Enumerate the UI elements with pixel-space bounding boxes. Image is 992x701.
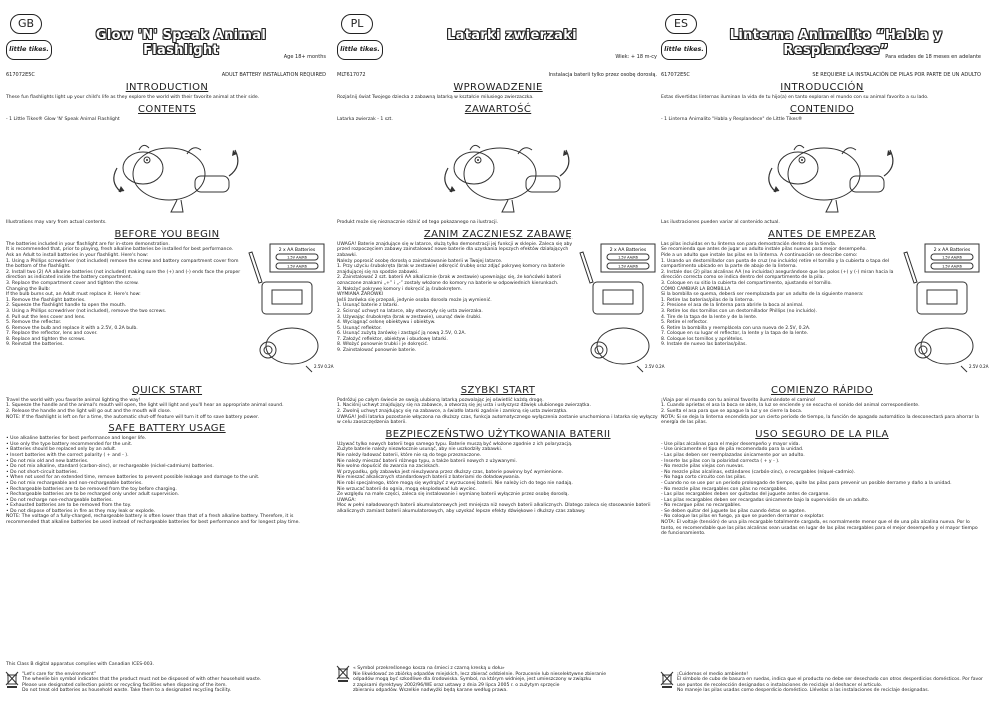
- text-line: - No coloque las pilas en fuego, ya que se pueden derramar o explotar.: [661, 514, 825, 520]
- text-line: • Use alkaline batteries for best performance and longer life.: [6, 436, 147, 442]
- age-range: Age 18+ months: [283, 54, 326, 60]
- text-line: Ask an Adult to install batteries in your flashlight. Here's how:: [6, 252, 148, 258]
- text-line: UWAGA! Jeśli latarka pozostanie włączona na dłuższy czas, funkcja automatycznego wyłączenia zostanie uruchomiona i latarka się wyłączy w celu zaoszczędzenia baterii.: [337, 414, 658, 426]
- text-line: • Do not mix alkaline, standard (carbon-zinc), or rechargeable (nickel-cadmium) batteries.: [6, 464, 214, 470]
- product-code: 617072E5C: [6, 72, 35, 78]
- section-title-introduction: INTRODUCCIÓN: [780, 82, 864, 93]
- text-line: If the bulb burns out, an Adult must replace it. Here's how:: [6, 292, 141, 298]
- text-line: 1. Squeeze the handle and the animal's mouth will open, the light will light and you'll hear an appropriate animal sound.: [6, 403, 284, 409]
- brand-logo: little tikes.: [337, 40, 383, 60]
- text-line: UWAGA:: [337, 497, 356, 503]
- section-title-before: BEFORE YOU BEGIN: [114, 228, 220, 240]
- text-line: 1. Cuando aprietas el asa la boca se abre, la luz se enciende y se escucha el sonido del animal correspondiente.: [661, 403, 920, 409]
- text-line: 7. Replace the reflector, lens and cover.: [6, 331, 98, 337]
- text-line: 4. Tire de la tapa de la lente y de la lente.: [661, 314, 758, 320]
- text-line: Moc w pełni naładowanych baterii akumulatorowych jest mniejsza niż nowych baterii alkalicznych. Dlatego zaleca się stosowanie baterii alkalicznych zamiast baterii akumulatorowych, aby uzyskać lepsze efekty dźwiękowe i dłuższy czas zabawy.: [337, 503, 651, 514]
- footer: [6, 662, 328, 694]
- text-line: 1. Using a Phillips screwdriver (not included) remove the screw and battery compartment cover from the bottom of the flashlight.: [6, 258, 239, 270]
- text-line: 5. Retire el reflector.: [661, 320, 708, 326]
- text-line: Nie mieszać alkalicznych standardowych baterii z bateriami do doładowywania.: [337, 475, 521, 481]
- before-section: [6, 241, 334, 382]
- text-line: 2. Zwolnij uchwyt znajdujący się na zabawce, a światło latarki zgaśnie i zamkną się usta zwierzątka.: [337, 408, 568, 414]
- text-line: - No recargue pilas no recargables.: [661, 503, 742, 509]
- text-line: Nie likwidować ze zbiórką odpadów miejskich, lecz zbierać oddzielnie. Porzucenie lub nieselektywne zbieranie: [353, 671, 607, 677]
- section-title-contents: CONTENTS: [138, 103, 196, 115]
- text-line: 9. Instale de nuevo las baterías/pilas.: [661, 342, 747, 348]
- before-section: [661, 241, 989, 382]
- section-title-contents: ZAWARTOŚĆ: [464, 103, 532, 115]
- text-line: - Las pilas deben ser reemplazadas únicamente por un adulto.: [661, 452, 805, 458]
- text-line: 4. Wyciągnąć osłonę obiektywu i obiektyw.: [337, 320, 436, 326]
- text-line: 3. Retire los dos tornillos con un destornillador Phillips (no incluido).: [661, 308, 818, 314]
- text-line: Zużyte baterie należy niezwłocznie usunąć, aby nie uszkodziły zabawki.: [337, 447, 503, 453]
- recycling-notice: [337, 666, 659, 694]
- text-line: NOTA: El voltaje (tensión) de una pila recargable totalmente cargada, es normalmente menor que el de una pila alcalina nueva. Por lo tanto, es recomendable que las pilas alcalinas sean usadas en lugar de las pilas recargables para el mejor desempeño y el mayor tiempo de funcionamiento.: [661, 520, 978, 537]
- quick-start-steps: [337, 398, 659, 426]
- text-line: NOTA: Si se deja la linterna encendida por un cierto periodo de tiempo, la función de apagado automático la desconectará para ahorrar la energía de las pilas.: [661, 414, 979, 426]
- contents-text: - 1 Little Tikes® Glow 'N' Speak Animal Flashlight: [6, 116, 120, 122]
- text-line: • Do not mix old and new batteries.: [6, 458, 89, 464]
- text-line: • Rechargeable batteries are to be recharged only under adult supervision.: [6, 492, 180, 498]
- text-line: Ze względu na małe części, zaleca się instalowanie i wymianę baterii wyłącznie przez osobę dorosłą.: [337, 492, 569, 498]
- text-line: NOTE: The voltage of a fully-charged, rechargeable battery is often lower than that of a fresh alkaline battery. Therefore, it is recommended that alkaline batteries be used instead of rechargeable batteries for best performance and for longest play time.: [6, 514, 300, 526]
- text-line: • Use only the type battery recommended for the unit.: [6, 441, 133, 447]
- bulb-label: 2.5V 0.2A: [314, 363, 334, 369]
- compliance-text: This Class B digital apparatus complies with Canadian ICES-003.: [6, 662, 155, 668]
- brand-logo: little tikes.: [661, 40, 707, 60]
- text-line: W przypadku, gdy zabawka jest nieużywana przez dłuższy czas, baterie powinny być wymienione.: [337, 469, 564, 475]
- text-line: Nie wrzucać baterii do ognia, mogą eksplodować lub wyciec.: [337, 486, 477, 492]
- text-line: 3. Nałożyć pokrywę komory i dokręcić ją śrubokrętem.: [337, 286, 463, 292]
- column-header: [6, 14, 328, 78]
- text-line: 2. Instale dos (2) pilas alcalinas AA (no incluidas) asegurándose que los polos (+) y (-) miran hacia la dirección correcta como se indica dentro del compartimento de la pila.: [661, 269, 894, 281]
- manual-column: [661, 14, 989, 694]
- hippo-flashlight-illustration: [408, 124, 588, 218]
- text-line: CÓMO CAMBIAR LA BOMBILLA: [661, 286, 731, 292]
- text-line: The batteries included in your flashlight are for in-store demonstration.: [6, 241, 170, 247]
- quick-start-steps: [661, 398, 983, 426]
- before-steps: [661, 242, 899, 382]
- text-line: • Do not dispose of batteries in fire as they may leak or explode.: [6, 508, 156, 514]
- introduction-text: Rozjaśnij świat Twojego dziecka z zabawną latarką w kształcie milusiego zwierzaczka.: [337, 95, 534, 100]
- before-steps: [6, 242, 244, 382]
- text-line: - Cuando no se use por un periodo prolongado de tiempo, quite las pilas para prevenir un posible derrame y daño a la unidad.: [661, 480, 952, 486]
- text-line: • Do not mix rechargeable and non-rechargeable batteries.: [6, 480, 143, 486]
- text-line: UWAGA! Baterie znajdujące się w latarce, służą tylko demonstracji jej funkcji w sklepie. Zaleca się aby przed rozpoczęciem zabawy zainstalować nowe baterie dla uzyskania lepszych efektów działających zabawki.: [337, 241, 573, 258]
- text-line: 3. Using a Phillips screwdriver (not included), remove the two screws.: [6, 308, 167, 314]
- text-line: - Las pilas recargables deben ser recargadas únicamente bajo la supervisión de un adulto.: [661, 497, 870, 503]
- recycling-text: [22, 672, 261, 694]
- battery-safety-list: [6, 436, 328, 526]
- text-line: Se recomienda que antes de jugar un adulto instale pilas nuevas para mejor desempeño.: [661, 247, 867, 253]
- text-line: - No haga corto circuito con las pilas.: [661, 475, 747, 481]
- text-line: 8. Coloque los tornillos y apriételos.: [661, 336, 744, 342]
- language-badge: PL: [341, 14, 373, 34]
- battery-bulb-diagram: [248, 242, 334, 382]
- text-line: Jeśli żarówka się przepali, jedynie osoba dorosła może ją wymienić.: [337, 297, 492, 303]
- text-line: 9. Zainstalować ponownie baterie.: [337, 348, 417, 354]
- text-line: Nie robi specjalnego, które mogą się wydrążyć z wyrzuconej baterii. Nie należy ich do tego nie nadają.: [337, 480, 573, 486]
- cell-label-1: 1.5V AA/R6: [942, 255, 962, 260]
- before-steps: [337, 242, 575, 382]
- text-line: Las pilas incluidas en tu linterna son para demostración dentro de la tienda.: [661, 241, 837, 247]
- text-line: zbieraniu odpadów. Wszelkie nadwyżki będą karane według prawa.: [353, 688, 508, 694]
- text-line: 2. Squeeze the flashlight handle to open the mouth.: [6, 303, 127, 309]
- text-line: Do not treat old batteries as household waste. Take them to a designated recycling facility.: [22, 688, 232, 694]
- text-line: 6. Usunąć zużytą żarówkę i zastąpić ją nową 2.5V, 0.2A.: [337, 331, 466, 337]
- text-line: « Symbol przekreślonego kosza na śmieci z czarną kreską u dołu»: [353, 666, 505, 672]
- product-code: MLT617072: [337, 72, 366, 78]
- text-line: 1. Remove the flashlight batteries.: [6, 297, 86, 303]
- text-line: 7. Coloque en su lugar el reflector, la lente y la tapa de la lente.: [661, 331, 809, 337]
- adult-requirement: SE REQUIERE LA INSTALACIÓN DE PILAS POR PARTE DE UN ADULTO: [812, 72, 981, 78]
- recycling-notice: [661, 672, 983, 694]
- text-line: Nie należy ładować baterii, które nie są do tego przeznaczone.: [337, 452, 482, 458]
- text-line: 5. Usunąć reflektor.: [337, 325, 382, 331]
- quick-start-steps: [6, 398, 328, 420]
- crossed-bin-icon: [6, 672, 18, 688]
- text-line: Travel the world with you favorite animal lighting the way!: [6, 397, 141, 403]
- text-line: ¡Cuidemos el medio ambiente!: [677, 671, 749, 677]
- text-line: Changing the Bulb:: [6, 286, 51, 292]
- text-line: Podróżuj po całym świecie ze swoją ulubioną latarką pozwalając jej oświetlić każdą drogę.: [337, 397, 544, 403]
- text-line: 1. Naciśnij uchwyt znajdujący się na zabawce, a otworzą się jej usta i usłyszysz dźwięk ulubionego zwierzątka.: [337, 403, 591, 409]
- text-line: 8. Włożyć ponownie trubki i je dokręcić.: [337, 342, 429, 348]
- manual-column: [6, 14, 334, 694]
- before-section: [337, 241, 665, 382]
- battery-label: 2 x AA Batteries: [278, 247, 316, 253]
- text-line: No maneje las pilas usadas como desperdicio doméstico. Llévelas a las instalaciones de reciclaje designadas.: [677, 688, 930, 694]
- text-line: 9. Reinstall the batteries.: [6, 342, 64, 348]
- text-line: • Exhausted batteries are to be removed from the toy.: [6, 503, 132, 509]
- text-line: • Do not recharge non-rechargeable batteries.: [6, 497, 113, 503]
- manual-column: [337, 14, 665, 694]
- battery-bulb-diagram: [903, 242, 989, 382]
- introduction-text: Estas divertidas linternas iluminan la vida de tu hijo(a) en tanto exploran el mundo con su animal favorito a su lado.: [661, 95, 929, 100]
- language-badge: ES: [665, 14, 697, 34]
- text-line: Pide a un adulto que instale las pilas en la linterna. A continuación se describe como:: [661, 252, 858, 258]
- text-line: - Use únicamente el tipo de pila recomendado para la unidad.: [661, 447, 804, 453]
- hippo-flashlight-illustration: [732, 124, 912, 218]
- cell-label-1: 1.5V AA/R6: [287, 255, 307, 260]
- text-line: WYMIANA ŻARÓWKI: [337, 292, 383, 298]
- section-title-introduction: INTRODUCTION: [125, 82, 209, 93]
- brand-logo: little tikes.: [6, 40, 52, 60]
- recycling-text: [353, 666, 606, 694]
- text-line: Nie należy mieszać baterii różnego typu, a także baterii nowych z używanymi.: [337, 458, 517, 464]
- text-line: El símbolo de cubo de basura en ruedas, indica que el producto no debe ser desechado con otros desperdicios domésticos. Por favor use puntos de recolección designados o instalaciones de reciclaje al deshacer el artículo.: [677, 677, 983, 688]
- text-line: 1. Usando un destornillador con punta de cruz (no incluido) retire el tornillo y la cubierta o tapa del compartimento ubicado en la parte de abajo de la linterna.: [661, 258, 890, 270]
- text-line: 2. Install two (2) AA alkaline batteries (not included) making sure the (+) and (-) ends face the proper direction as indicated inside the battery compartment.: [6, 269, 241, 281]
- text-line: - Inserte las pilas con la polaridad correcta ( + y - ).: [661, 458, 780, 464]
- battery-safety-list: [661, 442, 983, 537]
- introduction-text: These fun flashlights light up your child's life as they explore the world with their favorite animal at their side.: [6, 95, 260, 100]
- section-title-contents: CONTENIDO: [789, 103, 855, 115]
- contents-text: Latarka zwierzak - 1 szt.: [337, 116, 393, 122]
- text-line: 3. Replace the compartment cover and tighten the screw.: [6, 280, 139, 286]
- text-line: • Batteries should be replaced only by an adult.: [6, 447, 117, 453]
- text-line: - No mezcle pilas viejas con nuevas.: [661, 464, 745, 470]
- text-line: Należy poprosić osobę dorosłą o zainstalowanie baterii w Twojej latarce.: [337, 258, 503, 264]
- cell-label-2: 1.5V AA/R6: [618, 264, 638, 269]
- text-line: Używać tylko nowych baterii tego samego typu. Baterie muszą być włożone zgodnie z ich polaryzacją.: [337, 441, 573, 447]
- text-line: Nie wolno dopuścić do zwarcia na zaciskach.: [337, 464, 440, 470]
- section-title-before: ZANIM ZACZNIESZ ZABAWĘ: [423, 228, 573, 240]
- text-line: odpadów mogą być szkodliwe dla środowiska. Symbol, na którym widnieje, jest umieszczony w związku: [353, 677, 592, 683]
- adult-requirement: Instalacja baterii tylko przez osobę dorosłą.: [548, 72, 657, 78]
- text-line: 7. Założyć reflektor, obiektyw i obudowę latarki.: [337, 336, 448, 342]
- age-range: Wiek: + 18 m-cy: [615, 54, 657, 60]
- illustration-note: Las ilustraciones pueden variar al contenido actual.: [661, 220, 780, 226]
- text-line: 1. Przy użyciu śrubokręta (brak w zestawie) odkręcić śrubkę oraz zdjąć pokrywę komory na baterie znajdującej się na spodzie zabawki.: [337, 264, 565, 275]
- product-title: Glow 'N' Speak Animal Flashlight: [95, 28, 267, 58]
- text-line: Si la bombilla se quema, deberá ser reemplazada por un adulto de la siguiente manera:: [661, 292, 864, 298]
- text-line: 3. Coloque en su sitio la cubierta del compartimento, ajustando el tornillo.: [661, 280, 832, 286]
- text-line: Please use designated collection points or recycling facilities when disposing of the item.: [22, 682, 227, 688]
- text-line: 2. Ścisnąć uchwyt na latarce, aby otworzyły się usta zwierzaka.: [337, 308, 483, 314]
- text-line: 2. Release the handle and the light will go out and the mouth will close.: [6, 408, 172, 414]
- text-line: "Let's care for the environment": [22, 671, 96, 677]
- cell-label-2: 1.5V AA/R6: [942, 264, 962, 269]
- bulb-label: 2.5V 0.2A: [645, 363, 665, 369]
- text-line: 2. Presione el asa de la linterna para abrirle la boca al animal.: [661, 303, 804, 309]
- section-title-safe-battery: USO SEGURO DE LA PILA: [755, 428, 889, 440]
- text-line: - Use pilas alcalinas para el mejor desempeño y mayor vida.: [661, 441, 800, 447]
- text-line: 8. Replace and tighten the screws.: [6, 336, 86, 342]
- footer: [661, 668, 983, 694]
- text-line: z zapisami dyrektywy 2002/96/WE oraz ustawy z dnia 29 lipca 2005 r. o zużytym sprzęcie: [353, 682, 560, 688]
- text-line: 5. Remove the reflector.: [6, 320, 62, 326]
- text-line: 1. Usunąć baterie z latarki.: [337, 303, 399, 309]
- section-title-quick-start: SZYBKI START: [460, 384, 536, 396]
- recycling-text: [677, 672, 983, 694]
- cell-label-1: 1.5V AA/R6: [618, 255, 638, 260]
- battery-bulb-diagram: [579, 242, 665, 382]
- text-line: 2. Suelta el asa para que se apague la luz y se cierre la boca.: [661, 408, 803, 414]
- text-line: - No mezcle pilas alcalinas, estándares (carbón-zinc), o recargables (níquel-cadmio).: [661, 469, 856, 475]
- text-line: 3. Używając śrubokręta (brak w zestawie), usunąć dwie śrubki.: [337, 314, 482, 320]
- text-line: It is recommended that, prior to playing, fresh alkaline batteries be installed for best performance.: [6, 247, 234, 253]
- text-line: - No mezcle pilas recargables con pilas no recargables.: [661, 486, 788, 492]
- language-badge: GB: [10, 14, 42, 34]
- product-title: Linterna Animalito “Habla y Resplandece”: [729, 28, 943, 58]
- text-line: - Se deben quitar del juguete las pilas cuando éstas se agoten.: [661, 508, 806, 514]
- battery-label: 2 x AA Batteries: [609, 247, 647, 253]
- illustration-note: Produkt może się nieznacznie różnić od tego pokazanego na ilustracji.: [337, 220, 499, 226]
- section-title-before: ANTES DE EMPEZAR: [768, 228, 876, 240]
- text-line: • When not used for an extended time, remove batteries to prevent possible leakage and damage to the unit.: [6, 475, 260, 481]
- text-line: NOTE: If the flashlight is left on for a time, the automatic shut-off feature will turn it off to save battery power.: [6, 414, 260, 420]
- illustration-note: Illustrations may vary from actual contents.: [6, 220, 107, 226]
- crossed-bin-icon: [661, 672, 673, 688]
- product-code: 617072E5C: [661, 72, 690, 78]
- crossed-bin-icon: [337, 666, 349, 682]
- text-line: 1. Retire las baterías/pilas de la linterna.: [661, 297, 755, 303]
- section-title-introduction: WPROWADZENIE: [453, 82, 543, 93]
- text-line: - Las pilas recargables deben ser quitadas del juguete antes de cargarse.: [661, 492, 830, 498]
- text-line: • Rechargeable batteries are to be removed from the toy before charging.: [6, 486, 177, 492]
- recycling-notice: [6, 672, 328, 694]
- battery-label: 2 x AA Batteries: [933, 247, 971, 253]
- contents-text: - 1 Linterna Animalito "Habla y Resplandece" de Little Tikes®: [661, 116, 803, 122]
- footer: [337, 662, 659, 694]
- text-line: The wheelie bin symbol indicates that the product must not be disposed of with other household waste.: [22, 677, 262, 683]
- text-line: 6. Retire la bombilla y reemplácela con una nueva de 2.5V, 0.2A.: [661, 325, 811, 331]
- text-line: 4. Pull out the lens cover and lens.: [6, 314, 86, 320]
- age-range: Para edades de 18 meses en adelante: [885, 54, 981, 60]
- section-title-quick-start: QUICK START: [131, 384, 203, 396]
- cell-label-2: 1.5V AA/R6: [287, 264, 307, 269]
- section-title-safe-battery: SAFE BATTERY USAGE: [108, 423, 226, 435]
- text-line: 2. Zainstalować 2 szt. baterii AA alkalicznie (brak w zestawie) upewniając się, że końcówki baterii oznaczone znakami „+” i „-” zostały włożone do komory na baterie w odpowiednich kierunkach.: [337, 275, 562, 286]
- section-title-safe-battery: BEZPIECZEŃSTWO UŻYTKOWANIA BATERII: [385, 428, 611, 440]
- adult-requirement: ADULT BATTERY INSTALLATION REQUIRED: [221, 72, 326, 78]
- section-title-quick-start: COMIENZO RÁPIDO: [770, 384, 874, 396]
- text-line: 6. Remove the bulb and replace it with a 2.5V, 0.2A bulb.: [6, 325, 138, 331]
- battery-safety-list: [337, 442, 659, 515]
- product-title: Latarki zwierzaki: [447, 28, 577, 43]
- column-header: [661, 14, 983, 78]
- hippo-flashlight-illustration: [77, 124, 257, 218]
- text-line: • Do not short-circuit batteries.: [6, 469, 78, 475]
- bulb-label: 2.5V 0.2A: [969, 363, 989, 369]
- column-header: [337, 14, 659, 78]
- text-line: • Insert batteries with the correct polarity ( + and - ).: [6, 452, 129, 458]
- text-line: ¡Viaja por el mundo con tu animal favorito iluminándote el camino!: [661, 397, 816, 403]
